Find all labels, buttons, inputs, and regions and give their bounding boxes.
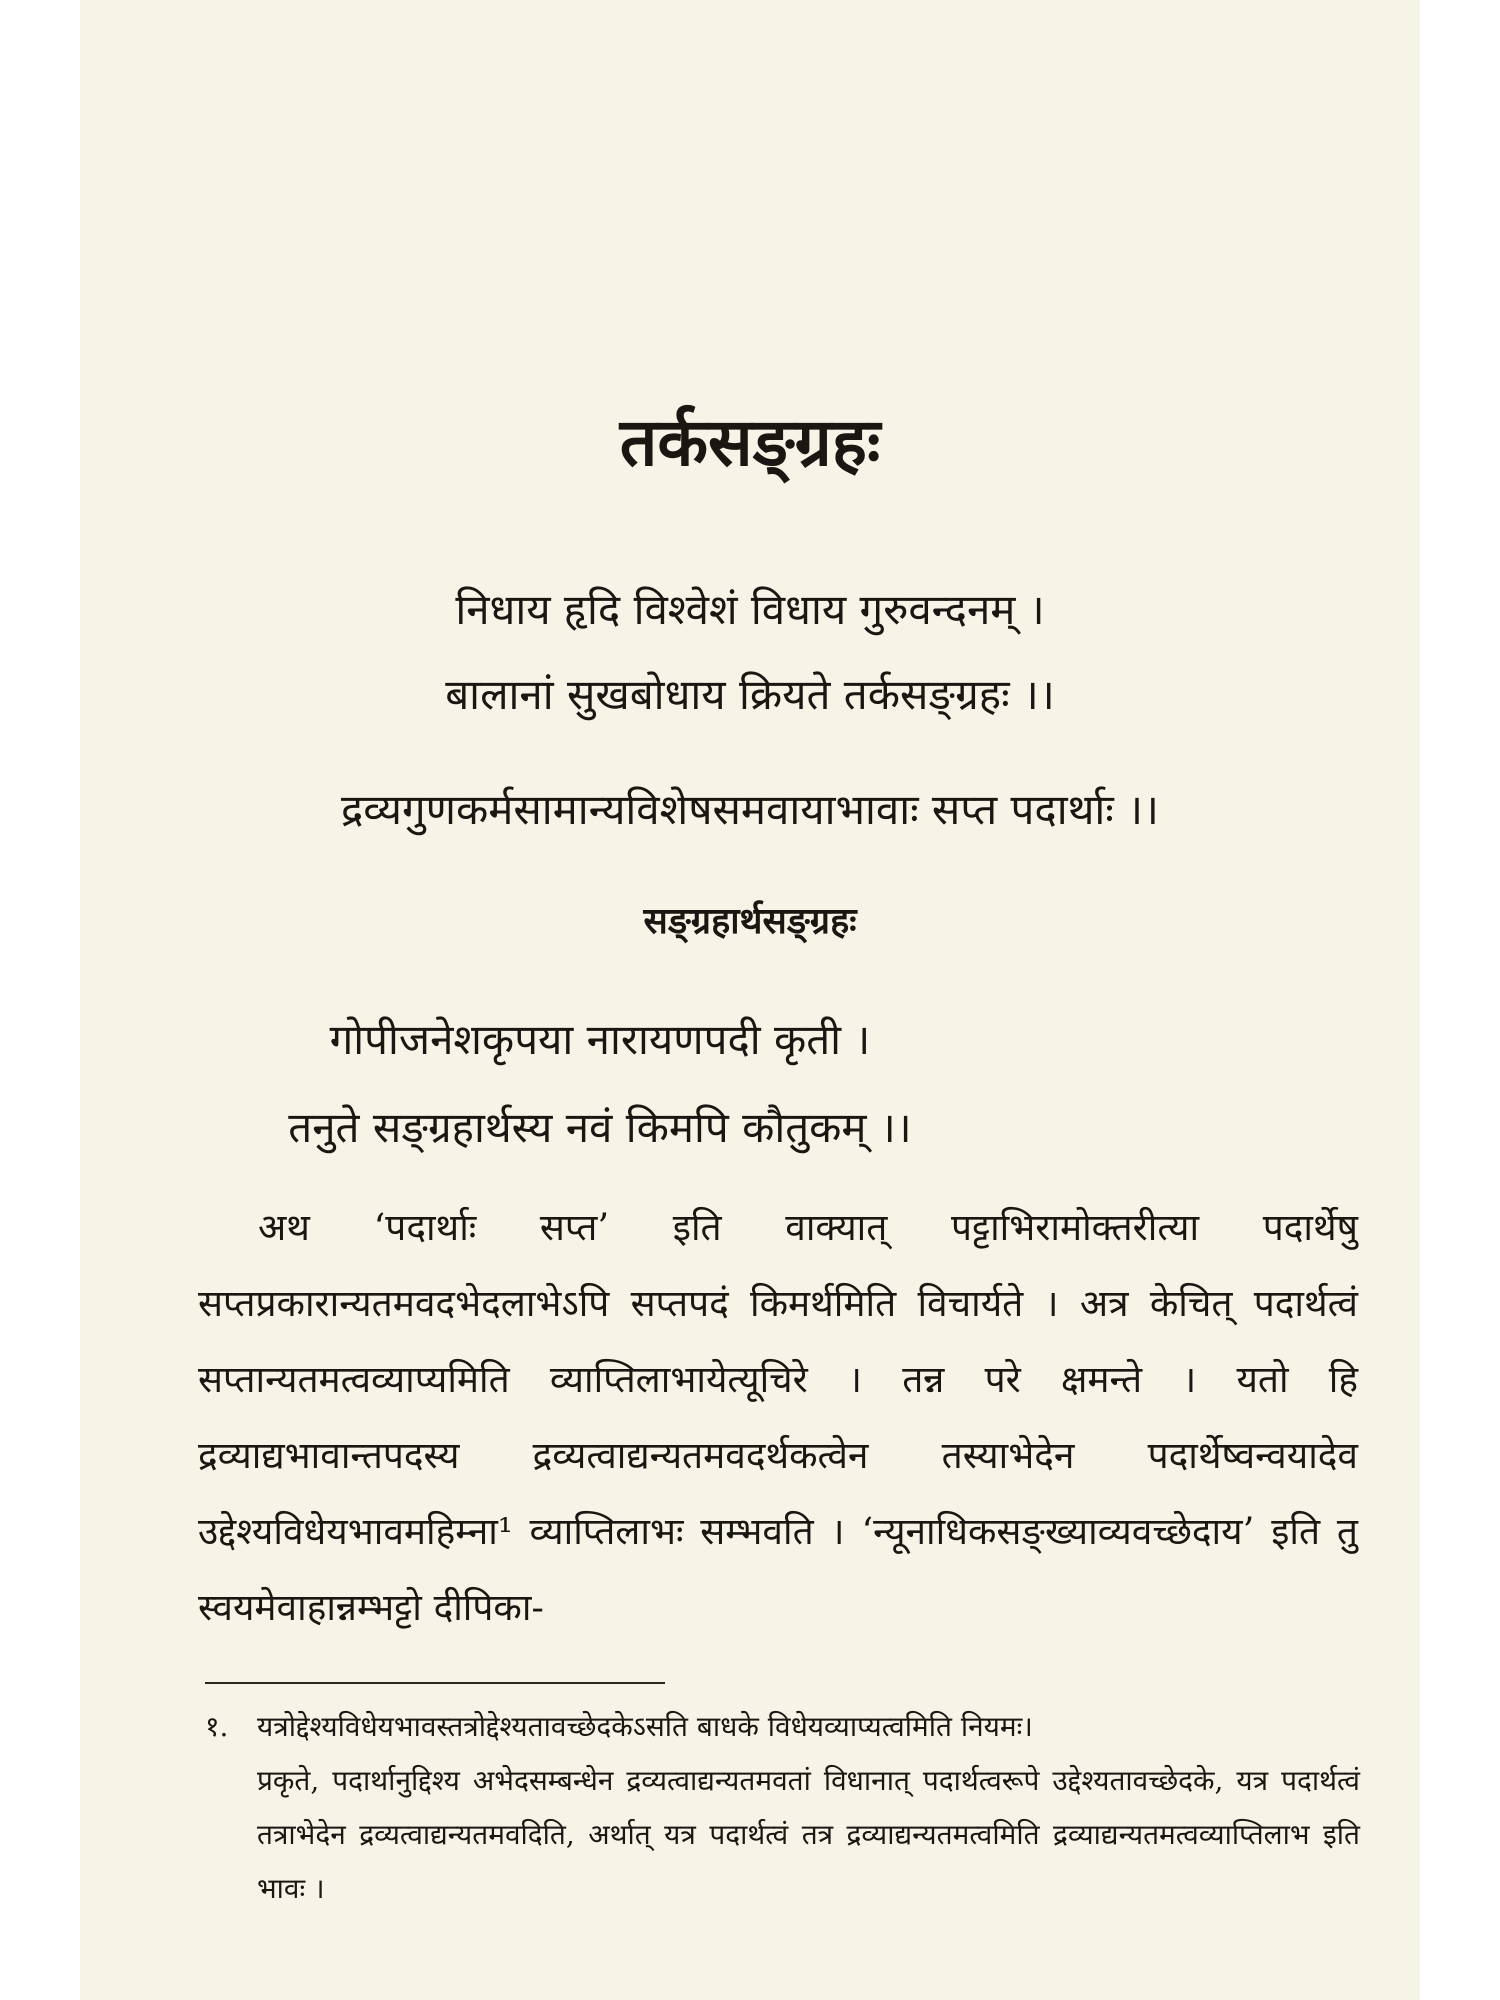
footnote <box>205 1700 1360 1916</box>
verse-line-3: द्रव्यगुणकर्मसामान्यविशेषसमवायाभावाः सप्त पदार्थाः ।। <box>341 785 1159 834</box>
verse2-line-1: गोपीजनेशकृपया नारायणपदी कृती । <box>329 1015 871 1064</box>
footnote-divider <box>205 1682 665 1684</box>
verse2-line-2: तनुते सङ्ग्रहार्थस्य नवं किमपि कौतुकम् ।। <box>288 1103 912 1152</box>
verse-line-2: बालानां सुखबोधाय क्रियते तर्कसङ्ग्रहः ।। <box>445 670 1055 719</box>
footnote-number: १. <box>205 1710 229 1743</box>
verse-line-1: निधाय हृदि विश्वेशं विधाय गुरुवन्दनम् । <box>455 585 1045 634</box>
footnote-continuation: प्रकृते, पदार्थानुद्दिश्य अभेदसम्बन्धेन द्रव्यत्वाद्यन्यतमवतां विधानात् पदार्थत्वरूपे उद्देश्यतावच्छेदके, यत्र पदार्थत्वं तत्राभेदेन द्रव्यत्वाद्यन्यतमवदिति, अर्थात् यत्र पदार्थत्वं तत्र द्रव्याद्यन्यतमत्वमिति द्रव्याद्यन्यतमत्वव्याप्तिलाभ इति भावः । <box>257 1764 1360 1905</box>
section-subheading: सङ्ग्रहार्थसङ्ग्रहः <box>643 900 857 942</box>
commentary-paragraph: अथ ‘पदार्थाः सप्त’ इति वाक्यात् पट्टाभिरामोक्तरीत्या पदार्थेषु सप्तप्रकारान्यतमवदभेदलाभेऽपि सप्तपदं किमर्थमिति विचार्यते । अत्र केचित् पदार्थत्वं सप्तान्यतमत्वव्याप्यमिति व्याप्तिलाभायेत्यूचिरे । तन्न परे क्षमन्ते । यतो हि द्रव्याद्यभावान्तपदस्य द्रव्यत्वाद्यन्यतमवदर्थकत्वेन तस्याभेदेन पदार्थेष्वन्वयादेव उद्देश्यविधेयभावमहिम्ना¹ व्याप्तिलाभः सम्भवति । ‘न्यूनाधिकसङ्ख्याव्यवच्छेदाय’ इति तु स्वयमेवाहान्नम्भट्टो दीपिका- <box>198 1206 1358 1629</box>
page-title: तर्कसङ्ग्रहः <box>619 403 881 481</box>
footnote-first-line: यत्रोद्देश्यविधेयभावस्तत्रोद्देश्यतावच्छेदकेऽसति बाधके विधेयव्याप्यत्वमिति नियमः। <box>257 1710 1033 1743</box>
